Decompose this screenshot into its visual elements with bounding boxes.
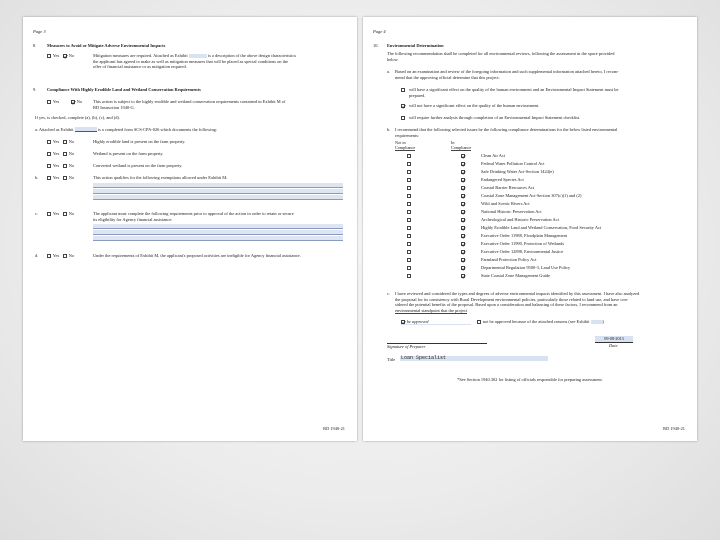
option-further-analysis[interactable] [401, 115, 407, 121]
requirement-label: Coastal Barrier Resources Act [481, 185, 535, 190]
requirement-label: Highly Erodible Land and Wetland Conservation, Food Security Act [481, 225, 602, 230]
if-yes-text: If yes, is checked, complete (a), (b), (c), and (d). [35, 115, 120, 120]
requirement-row [373, 249, 687, 255]
d-yes[interactable]: Yes [47, 253, 59, 259]
checkbox-icon[interactable] [63, 254, 67, 258]
in-compliance-checkbox[interactable] [461, 274, 465, 278]
requirement-label: Endangered Species Act [481, 177, 524, 182]
in-compliance-checkbox[interactable] [461, 194, 465, 198]
not-in-compliance-checkbox[interactable] [407, 194, 411, 198]
requirement-row [373, 209, 687, 215]
checkbox-checked-icon[interactable] [71, 100, 75, 104]
hel-text-2: RD Instruction 1940-G. [93, 104, 135, 110]
in-compliance-checkbox[interactable] [461, 218, 465, 222]
checkbox-icon[interactable] [47, 140, 51, 144]
requirement-row [373, 241, 687, 247]
requirement-label: Executive Order 12898, Environmental Justice [481, 249, 564, 254]
date-field[interactable]: 09-08-2013 [595, 336, 633, 342]
b-text-1: I recommend that the following selected issues be the following compliance determinations for the below listed environmental [395, 127, 618, 132]
page-footer: RD 1940-21 [663, 426, 685, 432]
section-number: 8. [33, 43, 37, 48]
c-text-2: the proposal for its consistency with Rural Development environmental policies, particularly those related to land use, and have con- [395, 296, 629, 302]
yes-option[interactable]: Yes [47, 99, 59, 105]
mitigation-text-2: the applicant has agreed to make as well as mitigation measures that will be placed as special conditions on the [93, 58, 288, 64]
c-text-2: its eligibility for Agency financial assistance: [93, 216, 173, 222]
checkbox-icon[interactable] [47, 164, 51, 168]
checkbox-icon[interactable] [47, 212, 51, 216]
document-page-3 [23, 17, 357, 441]
page-header: Page 3 [33, 29, 46, 34]
c-text-4: environmental standpoint that the project [395, 307, 468, 313]
requirement-row [373, 161, 687, 167]
option-significant-effect[interactable] [401, 87, 407, 93]
requirement-row [373, 233, 687, 239]
in-compliance-checkbox[interactable] [461, 210, 465, 214]
a3-text: Converted wetland is present on the farm property. [93, 163, 183, 168]
a1-yes[interactable]: Yes [47, 139, 59, 145]
b-text: This action qualifies for the following exemptions allowed under Exhibit M: [93, 175, 228, 180]
in-compliance-checkbox[interactable] [461, 170, 465, 174]
requirement-label: State Coastal Zone Management Guide [481, 273, 551, 278]
option-not-approved[interactable]: not be approved because of the attached reasons (see Exhibit ) [477, 319, 604, 325]
a-text-1: Based on an examination and review of the foregoing information and such supplemental information attached hereto, I recom- [395, 69, 619, 74]
c-no[interactable]: No [63, 211, 74, 217]
signature-label: Signature of Preparer [387, 344, 426, 349]
c-text-3: sidered the potential benefits of the proposal. Based upon a consideration and balancing of these factors, I recommend from an [395, 302, 618, 307]
requirement-row [373, 185, 687, 191]
d-text: Under the requirements of Exhibit M, the applicant's proposed activities are ineligible for Agency financial assistance. [93, 253, 301, 258]
hel-text-1: This action is subject to the highly erodible and wetland conservation requirements contained in Exhibit M of [93, 99, 286, 104]
not-in-compliance-checkbox[interactable] [407, 170, 411, 174]
checkbox-icon[interactable] [47, 176, 51, 180]
not-in-compliance-checkbox[interactable] [407, 218, 411, 222]
checkbox-icon[interactable] [63, 140, 67, 144]
checkbox-icon[interactable] [47, 100, 51, 104]
not-in-compliance-checkbox[interactable] [407, 162, 411, 166]
not-in-compliance-checkbox[interactable] [407, 210, 411, 214]
in-compliance-checkbox[interactable] [461, 258, 465, 262]
checkbox-icon[interactable] [47, 152, 51, 156]
in-compliance-checkbox[interactable] [461, 242, 465, 246]
a-text-2: mend that the approving official determine that this project: [395, 74, 500, 80]
checkbox-icon[interactable] [63, 164, 67, 168]
requirement-label: Federal Water Pollution Control Act [481, 161, 545, 166]
requirement-row [373, 201, 687, 207]
b-exemptions-field-2[interactable] [93, 189, 343, 194]
requirement-label: Executive Order 11988, Floodplain Management [481, 233, 568, 238]
requirement-row [373, 217, 687, 223]
item-c-label: c. [35, 211, 39, 216]
requirement-label: Departmental Regulation 9500-3, Land Use Policy [481, 265, 571, 270]
in-compliance-checkbox[interactable] [461, 186, 465, 190]
approved-underline [401, 324, 471, 325]
c-requirements-field-1[interactable] [93, 224, 343, 229]
requirement-label: National Historic Preservation Act [481, 209, 542, 214]
section-title: Measures to Avoid or Mitigate Adverse Environmental Impacts [47, 43, 166, 48]
b-no[interactable]: No [63, 175, 74, 181]
section-number: 10. [373, 43, 379, 48]
document-page-4 [363, 17, 697, 441]
item-b-label: b. [387, 127, 391, 132]
section-8 [33, 43, 347, 83]
in-compliance-checkbox[interactable] [461, 226, 465, 230]
requirement-label: Coastal Zone Management Act-Section 307(c)(1) and (2) [481, 193, 582, 198]
no-option[interactable]: No [63, 53, 74, 59]
item-d-label: d. [35, 253, 39, 258]
page-footer: RD 1940-21 [323, 426, 345, 432]
requirement-label: Safe Drinking Water Act-Section 1424(e) [481, 169, 554, 174]
a3-yes[interactable]: Yes [47, 163, 59, 169]
opt1-text-2: prepared. [409, 92, 426, 98]
requirement-label: Farmland Protection Policy Act [481, 257, 537, 262]
not-in-compliance-checkbox[interactable] [407, 178, 411, 182]
section-title: Environmental Determination [387, 43, 444, 48]
requirement-row [373, 257, 687, 263]
b-yes[interactable]: Yes [47, 175, 59, 181]
in-compliance-checkbox[interactable] [461, 202, 465, 206]
requirement-row [373, 265, 687, 271]
mitigation-text-3: offer of financial assistance or as mitigation required. [93, 64, 187, 69]
a2-no[interactable]: No [63, 151, 74, 157]
item-a-label: a. [387, 69, 391, 74]
in-compliance-checkbox[interactable] [461, 162, 465, 166]
not-in-compliance-checkbox[interactable] [407, 266, 411, 270]
checkbox-icon[interactable] [63, 176, 67, 180]
mitigation-text-1: Mitigation measures are required. Attached as Exhibit is a description of the above design characteristics [93, 53, 297, 58]
requirement-row [373, 193, 687, 199]
checkbox-icon[interactable] [401, 116, 405, 120]
c-yes[interactable]: Yes [47, 211, 59, 217]
section-number: 9. [33, 87, 37, 92]
item-b-label: b. [35, 175, 39, 180]
checkbox-icon[interactable] [63, 212, 67, 216]
not-in-compliance-checkbox[interactable] [407, 242, 411, 246]
a2-yes[interactable]: Yes [47, 151, 59, 157]
checkbox-icon[interactable] [401, 88, 405, 92]
checkbox-icon[interactable] [47, 254, 51, 258]
a1-text: Highly erodible land is present on the farm property. [93, 139, 186, 144]
in-compliance-checkbox[interactable] [461, 266, 465, 270]
opt1-text: will have a significant effect on the quality of the human environment and an Environmental Impact Statement must be [409, 87, 619, 92]
checkbox-icon[interactable] [47, 54, 51, 58]
not-in-compliance-checkbox[interactable] [407, 154, 411, 158]
section-title: Compliance With Highly Erodible Land and Wetland Conservation Requirements [47, 87, 201, 92]
requirement-label: Clean Air Act [481, 153, 506, 158]
footnote: *See Section 1940.302 for listing of officials responsible for preparing assessment. [457, 377, 603, 382]
requirement-row [373, 169, 687, 175]
col-not-in-compliance: Not in Compliance [395, 140, 416, 150]
section-9 [33, 87, 347, 317]
c-requirements-field-2[interactable] [93, 230, 343, 235]
opt3-text: will require further analysis through completion of an Environmental Impact Statement checklist. [409, 115, 581, 120]
not-in-compliance-checkbox[interactable] [407, 234, 411, 238]
b-exemptions-field-3[interactable] [93, 195, 343, 200]
option-be-approved[interactable]: be approved [401, 319, 428, 325]
not-in-compliance-checkbox[interactable] [407, 202, 411, 206]
section-10 [373, 43, 687, 423]
checkbox-checked-icon[interactable] [63, 54, 67, 58]
requirement-label: Executive Order 11990, Protection of Wetlands [481, 241, 565, 246]
item-a: a. Attached as Exhibit is a completed form SCS-CPA-026 which documents the following: [35, 127, 218, 132]
item-c-label: c. [387, 291, 391, 296]
title-label: Title [387, 357, 396, 362]
yes-option[interactable]: Yes [47, 53, 59, 59]
d-no[interactable]: No [63, 253, 74, 259]
intro-text-1: The following recommendation shall be completed for all environmental reviews, following the assessment in the space provided [387, 51, 615, 56]
in-compliance-checkbox[interactable] [461, 234, 465, 238]
a1-no[interactable]: No [63, 139, 74, 145]
b-text-2: requirements: [395, 132, 420, 138]
not-in-compliance-checkbox[interactable] [407, 274, 411, 278]
requirement-row [373, 177, 687, 183]
opt2-text: will not have a significant effect on the quality of the human environment. [409, 103, 540, 108]
requirement-row [373, 273, 687, 279]
requirement-label: Wild and Scenic Rivers Act [481, 201, 530, 206]
title-field[interactable]: Loan Specialist [400, 356, 548, 361]
requirement-row [373, 153, 687, 159]
c-requirements-field-3[interactable] [93, 236, 343, 241]
not-in-compliance-checkbox[interactable] [407, 258, 411, 262]
in-compliance-checkbox[interactable] [461, 178, 465, 182]
date-label: Date [609, 343, 618, 348]
intro-text-2: below. [387, 56, 399, 62]
c-text-1: The applicant must complete the following requirements prior to approval of the action in order to retain or secure [93, 211, 294, 216]
in-compliance-checkbox[interactable] [461, 250, 465, 254]
col-in-compliance: In Compliance [451, 140, 472, 150]
page-header: Page 4 [373, 29, 386, 34]
checkbox-icon[interactable] [477, 320, 481, 324]
not-in-compliance-checkbox[interactable] [407, 250, 411, 254]
not-in-compliance-checkbox[interactable] [407, 226, 411, 230]
requirement-row [373, 225, 687, 231]
c-text-1: I have reviewed and considered the types and degrees of adverse environmental impacts identified by this assessment. I have also analyzed [395, 291, 640, 296]
b-exemptions-field-1[interactable] [93, 183, 343, 188]
in-compliance-checkbox[interactable] [461, 154, 465, 158]
a2-text: Wetland is present on the farm property. [93, 151, 164, 156]
checkbox-checked-icon[interactable] [401, 104, 405, 108]
a3-no[interactable]: No [63, 163, 74, 169]
option-no-significant-effect[interactable] [401, 103, 407, 109]
requirement-label: Archeological and Historic Preservation Act [481, 217, 559, 222]
checkbox-icon[interactable] [63, 152, 67, 156]
not-in-compliance-checkbox[interactable] [407, 186, 411, 190]
no-option[interactable]: No [71, 99, 82, 105]
